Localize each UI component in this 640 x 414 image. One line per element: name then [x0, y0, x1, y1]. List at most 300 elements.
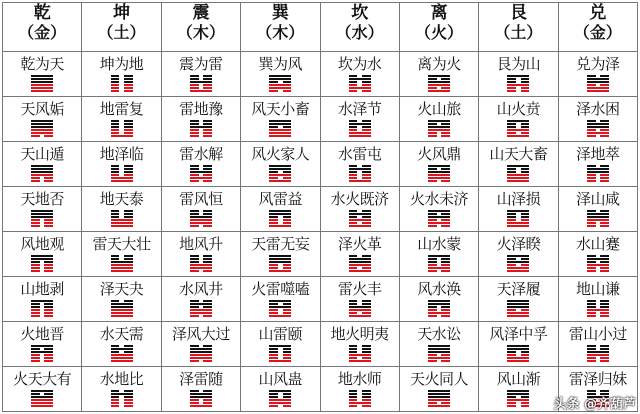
- yang-line: [428, 357, 450, 359]
- hexagram-symbol: [111, 390, 133, 407]
- yin-line: [587, 306, 609, 308]
- table-row: [3, 97, 638, 142]
- yang-line: [507, 303, 529, 305]
- yang-line: [507, 135, 529, 137]
- yang-line: [31, 405, 53, 407]
- yin-line: [31, 393, 53, 395]
- yang-line: [269, 360, 291, 362]
- yin-line: [428, 132, 450, 134]
- hexagram-cell: [82, 187, 161, 232]
- yang-line: [31, 75, 53, 77]
- hexagram-cell: [82, 97, 161, 142]
- yang-line: [507, 225, 529, 227]
- yang-line: [507, 255, 529, 257]
- hexagram-name: 火风鼎: [417, 145, 461, 163]
- hexagram-name: 雷泽归妹: [568, 370, 627, 388]
- hexagram-cell: [399, 367, 478, 412]
- yang-line: [190, 90, 212, 92]
- hexagram-name: 山天大畜: [489, 145, 548, 163]
- yin-line: [349, 393, 371, 395]
- yin-line: [349, 348, 371, 350]
- yin-line: [269, 354, 291, 356]
- hexagram-symbol: [111, 255, 133, 272]
- yang-line: [587, 354, 609, 356]
- hexagram-cell: [558, 277, 637, 322]
- yin-line: [587, 225, 609, 227]
- yin-line: [190, 174, 212, 176]
- yang-line: [269, 306, 291, 308]
- yin-line: [190, 123, 212, 125]
- yin-line: [349, 357, 371, 359]
- yang-line: [428, 210, 450, 212]
- yang-line: [31, 396, 53, 398]
- yang-line: [269, 129, 291, 131]
- yang-line: [349, 315, 371, 317]
- yin-line: [428, 78, 450, 80]
- yin-line: [349, 174, 371, 176]
- yin-line: [31, 219, 53, 221]
- yin-line: [428, 87, 450, 89]
- yin-line: [428, 168, 450, 170]
- yang-line: [190, 264, 212, 266]
- hexagram-cell: [161, 322, 240, 367]
- yang-line: [111, 261, 133, 263]
- yang-line: [269, 399, 291, 401]
- hexagram-name: 天地否: [20, 190, 64, 208]
- hexagram-cell: [479, 232, 558, 277]
- yang-line: [428, 303, 450, 305]
- yin-line: [587, 312, 609, 314]
- hexagram-symbol: [587, 210, 609, 227]
- yin-line: [349, 222, 371, 224]
- yin-line: [507, 171, 529, 173]
- hexagram-name: 地水师: [337, 370, 382, 388]
- yin-line: [587, 270, 609, 272]
- yang-line: [190, 81, 212, 83]
- hexagram-symbol: [428, 75, 450, 92]
- yin-line: [587, 84, 609, 86]
- hexagram-cell: [320, 187, 399, 232]
- yin-line: [190, 129, 212, 131]
- hexagram-cell: [161, 367, 240, 412]
- yang-line: [190, 396, 212, 398]
- hexagram-symbol: [349, 75, 371, 92]
- yang-line: [111, 315, 133, 317]
- yang-line: [428, 171, 450, 173]
- yin-line: [428, 213, 450, 215]
- trigram-name: 兑: [589, 3, 607, 23]
- hexagram-name: 火山旅: [417, 100, 461, 118]
- hexagram-cell: [3, 97, 82, 142]
- hexagram-symbol: [428, 210, 450, 227]
- hexagram-symbol: [31, 300, 53, 317]
- yang-line: [31, 120, 53, 122]
- yin-line: [428, 180, 450, 182]
- yang-line: [269, 210, 291, 212]
- hexagram-cell: [479, 97, 558, 142]
- yin-line: [111, 216, 133, 218]
- hexagram-symbol: [507, 210, 529, 227]
- yang-line: [31, 174, 53, 176]
- yin-line: [190, 306, 212, 308]
- yin-line: [31, 306, 53, 308]
- yang-line: [269, 174, 291, 176]
- yin-line: [587, 345, 609, 347]
- table-row: [3, 322, 638, 367]
- yang-line: [587, 87, 609, 89]
- hexagram-symbol: [269, 300, 291, 317]
- hexagram-name: 雷天大壮: [92, 235, 151, 253]
- hexagram-cell: [320, 52, 399, 97]
- hexagram-cell: [399, 52, 478, 97]
- yang-line: [269, 213, 291, 215]
- yin-line: [111, 78, 133, 80]
- yin-line: [349, 303, 371, 305]
- watermark: 头条 @齐葫芦: [553, 397, 636, 412]
- table-row: [3, 142, 638, 187]
- yin-line: [349, 126, 371, 128]
- yin-line: [587, 129, 609, 131]
- yin-line: [428, 135, 450, 137]
- hexagram-symbol: [269, 390, 291, 407]
- hexagram-cell: [320, 232, 399, 277]
- hexagram-symbol: [31, 120, 53, 137]
- yin-line: [587, 75, 609, 77]
- yang-line: [428, 174, 450, 176]
- yang-line: [507, 357, 529, 359]
- column-header: [399, 3, 478, 52]
- yang-line: [111, 267, 133, 269]
- yang-line: [428, 126, 450, 128]
- yin-line: [587, 267, 609, 269]
- yang-line: [507, 180, 529, 182]
- yin-line: [507, 126, 529, 128]
- yang-line: [428, 351, 450, 353]
- yang-line: [190, 171, 212, 173]
- yin-line: [507, 354, 529, 356]
- yin-line: [587, 120, 609, 122]
- yin-line: [269, 171, 291, 173]
- yang-line: [31, 390, 53, 392]
- hexagram-name: 坎为水: [337, 55, 382, 73]
- table-body: [3, 52, 638, 412]
- hexagram-cell: [82, 232, 161, 277]
- yang-line: [31, 90, 53, 92]
- yin-line: [269, 126, 291, 128]
- hexagram-symbol: [428, 165, 450, 182]
- yin-line: [269, 357, 291, 359]
- trigram-name: 坎: [351, 3, 369, 23]
- yin-line: [31, 354, 53, 356]
- column-header: [558, 3, 637, 52]
- hexagram-symbol: [111, 345, 133, 362]
- yin-line: [507, 90, 529, 92]
- yin-line: [428, 306, 450, 308]
- hexagram-name: 风火家人: [251, 145, 310, 163]
- yang-line: [31, 87, 53, 89]
- yang-line: [269, 315, 291, 317]
- yin-line: [587, 357, 609, 359]
- hexagram-cell: [399, 97, 478, 142]
- yin-line: [349, 405, 371, 407]
- yang-line: [31, 300, 53, 302]
- yang-line: [111, 180, 133, 182]
- yang-line: [349, 402, 371, 404]
- yang-line: [349, 270, 371, 272]
- yang-line: [507, 399, 529, 401]
- yin-line: [428, 258, 450, 260]
- hexagram-symbol: [190, 300, 212, 317]
- hexagram-name: 泽火革: [337, 235, 382, 253]
- yang-line: [269, 180, 291, 182]
- yang-line: [269, 120, 291, 122]
- yang-line: [349, 213, 371, 215]
- hexagram-symbol: [190, 255, 212, 272]
- yang-line: [428, 84, 450, 86]
- yin-line: [587, 177, 609, 179]
- hexagram-name: 火泽睽: [496, 235, 541, 253]
- yang-line: [507, 315, 529, 317]
- hexagram-cell: [320, 97, 399, 142]
- hexagram-symbol: [428, 255, 450, 272]
- yang-line: [428, 267, 450, 269]
- hexagram-name: 风水涣: [417, 280, 461, 298]
- hexagram-symbol: [31, 345, 53, 362]
- yang-line: [269, 255, 291, 257]
- yin-line: [111, 300, 133, 302]
- hexagram-name: 地泽临: [99, 145, 144, 163]
- yang-line: [31, 345, 53, 347]
- hexagram-symbol: [190, 390, 212, 407]
- yin-line: [507, 351, 529, 353]
- yang-line: [507, 129, 529, 131]
- yin-line: [111, 132, 133, 134]
- hexagram-symbol: [111, 210, 133, 227]
- yang-line: [428, 300, 450, 302]
- hexagram-name: 山地剥: [20, 280, 64, 298]
- yang-line: [269, 270, 291, 272]
- yin-line: [269, 309, 291, 311]
- hexagram-name: 泽风大过: [171, 325, 230, 343]
- yin-line: [428, 402, 450, 404]
- hexagram-symbol: [507, 75, 529, 92]
- yin-line: [507, 213, 529, 215]
- hexagram-cell: [3, 322, 82, 367]
- hexagram-name: 雷风恒: [179, 190, 223, 208]
- yin-line: [269, 267, 291, 269]
- yang-line: [31, 210, 53, 212]
- yin-line: [111, 258, 133, 260]
- yang-line: [587, 123, 609, 125]
- hexagram-name: 乾为天: [20, 55, 64, 73]
- yang-line: [31, 165, 53, 167]
- hexagram-cell: [479, 277, 558, 322]
- yin-line: [349, 84, 371, 86]
- hexagram-cell: [241, 232, 320, 277]
- yin-line: [31, 348, 53, 350]
- yang-line: [111, 222, 133, 224]
- yin-line: [269, 264, 291, 266]
- hexagram-name: 风天小畜: [251, 100, 310, 118]
- hexagram-name: 泽地萃: [576, 145, 620, 163]
- yang-line: [269, 132, 291, 134]
- yin-line: [111, 396, 133, 398]
- hexagram-symbol: [31, 75, 53, 92]
- hexagram-symbol: [190, 210, 212, 227]
- yin-line: [31, 225, 53, 227]
- yin-line: [349, 120, 371, 122]
- hexagram-cell: [399, 142, 478, 187]
- trigram-name: 乾: [33, 3, 51, 23]
- yin-line: [507, 78, 529, 80]
- yin-line: [31, 267, 53, 269]
- yang-line: [349, 264, 371, 266]
- hexagram-cell: [320, 142, 399, 187]
- yang-line: [349, 78, 371, 80]
- yang-line: [587, 126, 609, 128]
- yin-line: [349, 177, 371, 179]
- yang-line: [507, 120, 529, 122]
- yang-line: [31, 399, 53, 401]
- hexagram-cell: [82, 52, 161, 97]
- yang-line: [349, 261, 371, 263]
- column-header: [3, 3, 82, 52]
- yin-line: [190, 315, 212, 317]
- yang-line: [428, 399, 450, 401]
- hexagram-name: 火天大有: [13, 370, 72, 388]
- hexagram-name: 火雷噬嗑: [251, 280, 310, 298]
- yin-line: [507, 81, 529, 83]
- hexagram-cell: [479, 322, 558, 367]
- hexagram-symbol: [269, 75, 291, 92]
- yang-line: [428, 216, 450, 218]
- yang-line: [507, 306, 529, 308]
- yang-line: [31, 78, 53, 80]
- yang-line: [507, 222, 529, 224]
- yin-line: [349, 312, 371, 314]
- yin-line: [507, 309, 529, 311]
- hexagram-cell: [3, 232, 82, 277]
- yang-line: [349, 225, 371, 227]
- yin-line: [349, 81, 371, 83]
- yin-line: [31, 360, 53, 362]
- yang-line: [349, 135, 371, 137]
- yin-line: [190, 168, 212, 170]
- hexagram-name: 风地观: [20, 235, 64, 253]
- yang-line: [269, 300, 291, 302]
- hexagram-symbol: [31, 210, 53, 227]
- yang-line: [111, 306, 133, 308]
- yin-line: [587, 261, 609, 263]
- yang-line: [111, 303, 133, 305]
- yang-line: [269, 123, 291, 125]
- trigram-name: 坤: [113, 3, 131, 23]
- yang-line: [190, 393, 212, 395]
- yang-line: [587, 171, 609, 173]
- yin-line: [111, 165, 133, 167]
- yin-line: [587, 135, 609, 137]
- hexagram-symbol: [507, 255, 529, 272]
- hexagram-symbol: [190, 120, 212, 137]
- yin-line: [269, 81, 291, 83]
- yang-line: [507, 312, 529, 314]
- hexagram-cell: [3, 142, 82, 187]
- yang-line: [190, 222, 212, 224]
- yin-line: [507, 87, 529, 89]
- yin-line: [428, 123, 450, 125]
- table-row: [3, 367, 638, 412]
- yang-line: [349, 219, 371, 221]
- hexagram-symbol: [269, 210, 291, 227]
- hexagram-cell: [241, 367, 320, 412]
- yang-line: [587, 132, 609, 134]
- yang-line: [349, 354, 371, 356]
- yang-line: [31, 132, 53, 134]
- hexagram-cell: [558, 142, 637, 187]
- yin-line: [190, 402, 212, 404]
- hexagram-cell: [161, 232, 240, 277]
- yin-line: [428, 264, 450, 266]
- hexagram-symbol: [587, 255, 609, 272]
- hexagram-name: 水山蹇: [576, 235, 620, 253]
- yang-line: [269, 402, 291, 404]
- hexagram-name: 山风蛊: [258, 370, 303, 388]
- yin-line: [269, 396, 291, 398]
- trigram-name: 震: [192, 3, 210, 23]
- hexagram-cell: [399, 322, 478, 367]
- hexagram-name: 泽雷随: [179, 370, 223, 388]
- yin-line: [190, 120, 212, 122]
- yin-line: [587, 303, 609, 305]
- yang-line: [587, 90, 609, 92]
- yang-line: [349, 132, 371, 134]
- yin-line: [190, 180, 212, 182]
- yin-line: [587, 315, 609, 317]
- hexagram-cell: [161, 52, 240, 97]
- yin-line: [428, 270, 450, 272]
- yin-line: [587, 255, 609, 257]
- yang-line: [587, 264, 609, 266]
- yin-line: [587, 180, 609, 182]
- yang-line: [190, 405, 212, 407]
- yin-line: [349, 129, 371, 131]
- hexagram-symbol: [587, 345, 609, 362]
- hexagram-cell: [82, 142, 161, 187]
- hexagram-name: 雷火丰: [337, 280, 382, 298]
- yin-line: [507, 405, 529, 407]
- yin-line: [190, 84, 212, 86]
- hexagram-cell: [479, 367, 558, 412]
- hexagram-name: 天水讼: [417, 325, 461, 343]
- yin-line: [190, 78, 212, 80]
- hexagram-name: 泽水困: [576, 100, 620, 118]
- yin-line: [190, 300, 212, 302]
- yin-line: [111, 123, 133, 125]
- table-row: [3, 277, 638, 322]
- yin-line: [31, 315, 53, 317]
- yang-line: [111, 225, 133, 227]
- yin-line: [111, 399, 133, 401]
- yang-line: [31, 81, 53, 83]
- yin-line: [111, 213, 133, 215]
- trigram-element: （木）: [256, 23, 305, 42]
- column-header: [82, 3, 161, 52]
- yang-line: [269, 390, 291, 392]
- hexagram-name: 天雷无妄: [251, 235, 310, 253]
- yang-line: [428, 129, 450, 131]
- hexagram-name: 风山渐: [496, 370, 541, 388]
- yin-line: [269, 216, 291, 218]
